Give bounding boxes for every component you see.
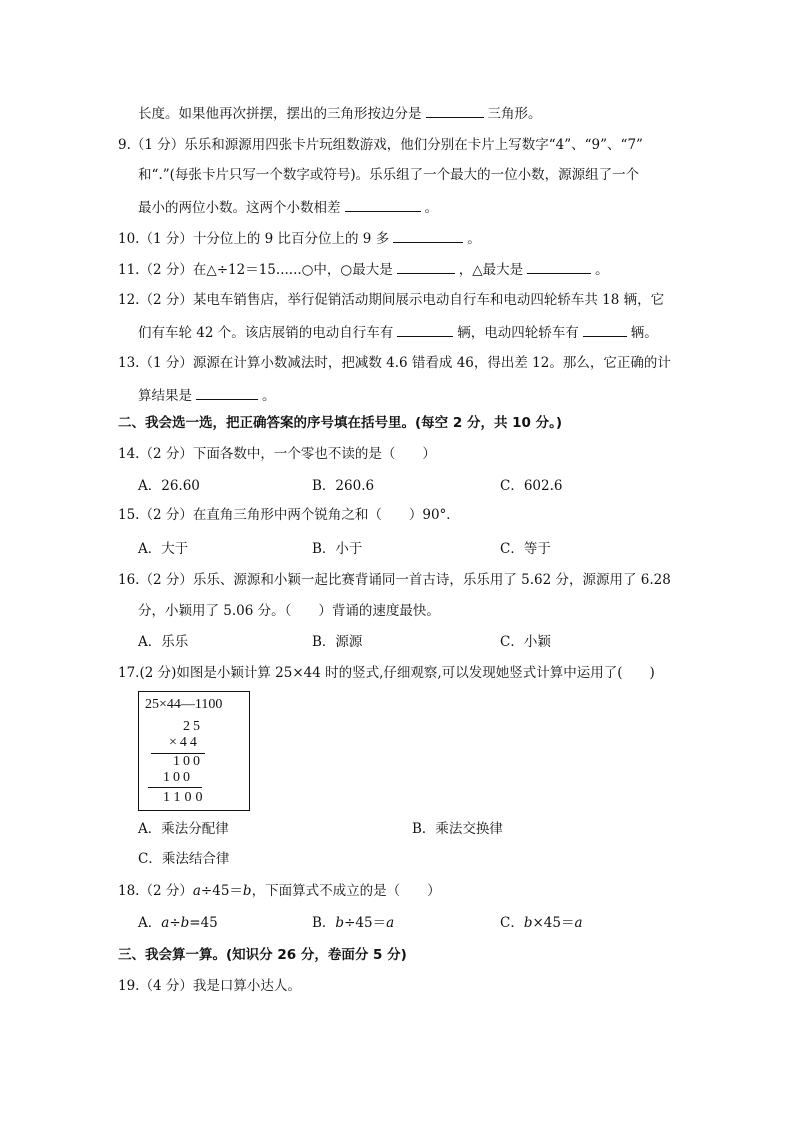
answer-blank[interactable] xyxy=(196,385,258,400)
q16-line1: 16.（2 分）乐乐、源源和小颖一起比赛背诵同一首古诗，乐乐用了 5.62 分，源源用了 6.28 xyxy=(118,572,671,588)
q18-option-a[interactable] xyxy=(138,914,218,932)
text: ，下面算式不成立的是（ ） xyxy=(251,883,441,899)
q18 xyxy=(118,882,441,900)
label: C． xyxy=(500,915,524,931)
text: 们有车轮 42 个。该店展销的电动自行车有 xyxy=(138,325,394,341)
text: 。 xyxy=(595,262,609,278)
section-2-heading: 二、我会选一选，把正确答案的序号填在括号里。(每空 2 分，共 10 分。) xyxy=(118,415,563,431)
q9-line1: 9.（1 分）乐乐和源源用四张卡片玩组数游戏，他们分别在卡片上写数字“4”、“9”、“7” xyxy=(118,137,643,153)
q10 xyxy=(118,228,481,248)
answer-blank[interactable] xyxy=(583,322,627,337)
section-3-heading: 三、我会算一算。(知识分 26 分，卷面分 5 分) xyxy=(118,947,407,963)
q9-line3 xyxy=(138,197,438,217)
text: 最小的两位小数。这两个小数相差 xyxy=(138,200,341,216)
text: ×45＝ xyxy=(532,915,575,931)
answer-blank[interactable] xyxy=(426,103,484,118)
q11 xyxy=(118,259,609,279)
figure-row: 1100 xyxy=(163,790,207,805)
var: b xyxy=(335,915,345,931)
label: A． xyxy=(138,915,162,931)
q16-option-a[interactable]: A．乐乐 xyxy=(138,634,189,650)
q14-option-a[interactable]: A．26.60 xyxy=(138,478,200,494)
q17-option-a[interactable]: A．乘法分配律 xyxy=(138,821,229,837)
q18-option-c[interactable] xyxy=(500,914,583,932)
var: a xyxy=(161,915,170,931)
q19: 19.（4 分）我是口算小达人。 xyxy=(118,978,301,994)
q13-line2 xyxy=(138,385,276,405)
figure-title: 25×44—1100 xyxy=(145,697,223,712)
text: 辆，电动四轮轿车有 xyxy=(457,325,579,341)
text: ，△最大是 xyxy=(458,262,524,278)
q16-line2: 分，小颖用了 5.06 分。（ ）背诵的速度最快。 xyxy=(138,603,440,619)
text: ÷ xyxy=(169,915,181,931)
q17-option-b[interactable]: B．乘法交换律 xyxy=(412,821,503,837)
q12-line1: 12.（2 分）某电车销售店，举行促销活动期间展示电动自行车和电动四轮轿车共 18 辆，它 xyxy=(118,292,665,308)
text: 算结果是 xyxy=(138,388,192,404)
var: b xyxy=(180,915,190,931)
answer-blank[interactable] xyxy=(527,259,591,274)
q16-option-c[interactable]: C．小颖 xyxy=(500,634,551,650)
q8-continuation xyxy=(138,103,542,123)
text: 三角形。 xyxy=(487,106,542,122)
q12-line2 xyxy=(138,322,658,342)
text: 辆。 xyxy=(630,325,658,341)
figure-row: 25 xyxy=(183,719,203,734)
var: a xyxy=(386,915,395,931)
figure-row: 100 xyxy=(163,770,193,785)
label: B． xyxy=(312,915,336,931)
var: b xyxy=(523,915,533,931)
answer-blank[interactable] xyxy=(345,197,421,212)
text: =45 xyxy=(189,915,218,931)
q15: 15.（2 分）在直角三角形中两个锐角之和（ ）90°． xyxy=(118,507,460,523)
q15-option-a[interactable]: A．大于 xyxy=(138,541,189,557)
q17: 17.(2 分)如图是小颖计算 25×44 时的竖式,仔细观察,可以发现她竖式计算中运用了( ) xyxy=(118,665,655,681)
answer-blank[interactable] xyxy=(393,228,463,243)
q14-option-c[interactable]: C．602.6 xyxy=(500,478,563,494)
text: 。 xyxy=(424,200,438,216)
answer-blank[interactable] xyxy=(397,259,455,274)
var: a xyxy=(574,915,583,931)
figure-row: 100 xyxy=(173,754,203,769)
text: 。 xyxy=(262,388,276,404)
text: 18.（2 分） xyxy=(118,883,193,899)
q13-line1: 13.（1 分）源源在计算小数减法时，把减数 4.6 错看成 46，得出差 12。那么，它正确的计 xyxy=(118,355,671,371)
q17-vertical-calculation-figure xyxy=(138,691,250,811)
text: 10.（1 分）十分位上的 9 比百分位上的 9 多 xyxy=(118,231,390,247)
q14: 14.（2 分）下面各数中，一个零也不读的是（ ） xyxy=(118,446,436,462)
text: ÷45＝ xyxy=(200,883,243,899)
q16-option-b[interactable]: B．源源 xyxy=(312,634,363,650)
q15-option-c[interactable]: C．等于 xyxy=(500,541,551,557)
figure-row: ×44 xyxy=(169,735,200,750)
text: 11.（2 分）在△÷12＝15......○中，○最大是 xyxy=(118,262,393,278)
q18-option-b[interactable] xyxy=(312,914,394,932)
text: 长度。如果他再次拼摆，摆出的三角形按边分是 xyxy=(138,106,422,122)
figure-rule xyxy=(148,787,202,788)
q9-line2: 和“.”(每张卡片只写一个数字或符号)。乐乐组了一个最大的一位小数，源源组了一个 xyxy=(138,167,640,183)
var: b xyxy=(242,883,252,899)
q17-option-c[interactable]: C．乘法结合律 xyxy=(138,851,230,867)
text: 。 xyxy=(467,231,481,247)
answer-blank[interactable] xyxy=(397,322,453,337)
q14-option-b[interactable]: B．260.6 xyxy=(312,478,375,494)
var: a xyxy=(192,883,201,899)
text: ÷45＝ xyxy=(344,915,387,931)
q15-option-b[interactable]: B．小于 xyxy=(312,541,363,557)
